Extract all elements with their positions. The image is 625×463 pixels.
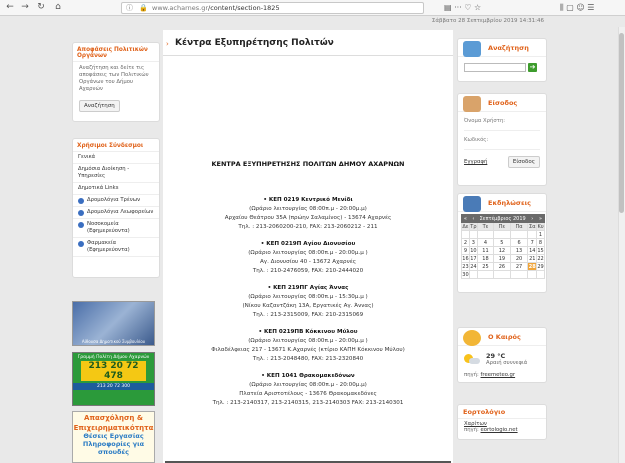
weather-condition: Αραιή συννεφιά	[486, 360, 528, 366]
decisions-desc: Αναζήτηση και δείτε τις αποφάσεις των Πολιτικών Οργάνων του Δήμου Αχαρνών	[79, 65, 149, 92]
password-field[interactable]: Κωδικός:	[464, 137, 489, 143]
weather-title: Ο Καιρός	[488, 333, 521, 341]
page-title: Κέντρα Εξυπηρέτησης Πολιτών	[175, 38, 334, 48]
employment-line4: Πληροφορίες για σπουδές	[82, 440, 145, 456]
citizen-line-title: Γραμμή Πολίτη Δήμου Αχαρνών	[77, 355, 150, 360]
user-icon	[463, 96, 481, 112]
calendar-day[interactable]: 12	[494, 247, 511, 255]
weather-box	[457, 327, 547, 383]
calendar-day[interactable]: 27	[510, 263, 528, 271]
link-label: Δημοτικά Links	[78, 185, 119, 191]
employment-banner[interactable]	[72, 411, 155, 463]
calendar-day[interactable]: 24	[470, 263, 477, 270]
citizen-line-sub: 213 20 72 300	[73, 383, 154, 390]
calendar-day	[494, 231, 511, 239]
nameday-title: Εορτολόγιο	[458, 405, 546, 419]
calendar-day[interactable]: 8	[537, 239, 545, 247]
link-item[interactable]	[73, 183, 159, 195]
calendar-day[interactable]: 5	[494, 239, 511, 247]
login-title: Είσοδος	[488, 99, 518, 107]
useful-links-title: Χρήσιμοι Σύνδεσμοι	[73, 139, 159, 152]
office-address: Αρχαίου Θεάτρου 35Α (πρώην Σαλαμίνος) - 13674 Αχαρνές	[224, 215, 392, 221]
decisions-title: Αποφάσεις Πολιτικών Οργάνων	[73, 43, 159, 62]
calendar-day	[477, 271, 493, 279]
calendar-day	[537, 271, 545, 279]
calendar-day	[528, 231, 537, 239]
link-label: Δημόσια Διοίκηση - Υπηρεσίες	[78, 166, 130, 179]
prev-month-button[interactable]: ‹	[469, 215, 477, 223]
weekday-label: Δε	[462, 223, 469, 230]
calendar-day[interactable]: 7	[528, 239, 537, 247]
date-time: Σάββατο 28 Σεπτεμβρίου 2019 14:31:46	[431, 18, 544, 24]
office-phones: Τηλ. : 213-2140317, 213-2140315, 213-2140303 FAX: 213-2140301	[212, 400, 404, 406]
office-entry	[163, 196, 453, 232]
calendar-day[interactable]: 17	[470, 255, 477, 262]
calendar-day[interactable]: 30	[462, 271, 469, 278]
calendar-day	[528, 271, 537, 279]
office-address: Αγ. Διονυσίου 40 - 13672 Αχαρνές	[259, 259, 357, 265]
calendar-day[interactable]: 11	[477, 247, 493, 255]
events-calendar	[461, 214, 545, 279]
page-actions-icons[interactable]: ▤ ··· ♡ ☆	[444, 3, 482, 12]
link-label: Νοσοκομεία (Εφημερεύοντα)	[87, 221, 130, 234]
title-bullet-icon: ›	[166, 40, 169, 48]
link-label: Δρομολόγια Λεωφορείων	[87, 209, 154, 215]
office-hours: (Ωράριο λειτουργίας 08:00π.μ - 20:00μ.μ )	[248, 250, 368, 256]
url-path: /content/section-1825	[208, 4, 280, 12]
decisions-search-button[interactable]: Αναζήτηση	[79, 100, 120, 112]
search-go-button[interactable]: ➔	[529, 63, 536, 71]
toolbar-icons[interactable]: ⫼ ▢ ☺ ☰	[560, 3, 595, 12]
link-label: Δρομολόγια Τρένων	[87, 197, 141, 203]
link-icon	[78, 198, 84, 204]
link-item[interactable]	[73, 152, 159, 164]
office-phones: Τηλ. : 210-2476059, FAX: 210-2444020	[252, 268, 364, 274]
office-entry	[163, 372, 453, 408]
search-icon	[463, 41, 481, 57]
calendar-day[interactable]: 1	[537, 231, 545, 239]
link-item[interactable]	[73, 219, 159, 238]
nameday-name[interactable]: Χαρίτων	[464, 421, 487, 427]
office-phones: Τηλ. : 213-2060200-210, FAX: 213-2060212 - 211	[238, 224, 378, 230]
link-icon	[78, 210, 84, 216]
office-hours: (Ωράριο λειτουργίας 08:00π.μ - 20:00μ.μ)	[249, 206, 367, 212]
weather-source-label: πηγή:	[464, 372, 479, 378]
citizen-line-banner[interactable]	[72, 352, 155, 406]
main-content	[163, 30, 453, 463]
office-entry	[163, 284, 453, 320]
weekday-label: Πα	[510, 223, 528, 231]
office-name: • ΚΕΠ 0219Π Αγίου Διονυσίου	[260, 241, 356, 247]
office-name: • ΚΕΠ 219ΠΓ Αγίας Άννας	[267, 285, 349, 291]
calendar-day[interactable]: 15	[537, 247, 544, 254]
title-divider	[163, 55, 453, 56]
office-hours: (Ωράριο λειτουργίας 08:00π.μ - 20:00μ.μ)	[249, 382, 367, 388]
link-icon	[78, 222, 84, 228]
calendar-day[interactable]: 28	[528, 263, 536, 270]
site-info-icon[interactable]: ⓘ 🔒	[126, 4, 150, 12]
next-month-button[interactable]: ›	[528, 215, 537, 223]
scrollbar-thumb[interactable]	[619, 33, 624, 213]
calendar-day	[462, 231, 470, 239]
office-name: • ΚΕΠ 0219ΠΒ Κόκκινου Μύλου	[258, 329, 358, 335]
weekday-label: Κυ	[537, 223, 544, 230]
link-icon	[78, 241, 84, 247]
calendar-day	[469, 231, 477, 239]
calendar-day	[510, 271, 528, 279]
office-address: Πλατεία Αριστοτέλους - 13676 Θρακομακεδόνες	[239, 391, 377, 397]
back-icon[interactable]: ←	[6, 2, 14, 12]
calendar-day	[477, 231, 493, 239]
weather-icon	[463, 330, 481, 346]
weekday-label: Τε	[477, 223, 493, 231]
login-box	[457, 93, 547, 186]
nameday-box	[457, 404, 547, 440]
office-address: (Νίκου Καζαντζάκη 13Α, Εργατικές Αγ. Άννας)	[242, 303, 374, 309]
calendar-icon	[463, 196, 481, 212]
reload-icon[interactable]: ↻	[37, 2, 45, 12]
calendar-day	[510, 231, 528, 239]
login-button[interactable]: Είσοδος	[508, 156, 540, 168]
calendar-day	[469, 271, 477, 279]
decisions-box	[72, 42, 160, 122]
calendar-day[interactable]: 20	[510, 255, 528, 263]
citizen-line-number: 213 20 72 478	[81, 361, 146, 381]
office-hours: (Ωράριο λειτουργίας 08:00π.μ - 20:00μ.μ )	[248, 338, 368, 344]
calendar-day[interactable]: 23	[462, 263, 469, 270]
council-banner[interactable]	[72, 301, 155, 346]
council-banner-caption: Αίθουσα Δημοτικού Συμβουλίου	[81, 339, 146, 344]
calendar-day[interactable]: 3	[469, 239, 477, 247]
link-label: Γενικά	[78, 154, 96, 160]
calendar-day[interactable]: 19	[494, 255, 511, 263]
weekday-label: Πε	[494, 223, 511, 231]
calendar-day[interactable]: 29	[537, 263, 544, 270]
office-name: • ΚΕΠ 0219 Κεντρικό Μενίδι	[263, 197, 353, 203]
partly-cloudy-icon	[464, 354, 480, 365]
calendar-day[interactable]: 26	[494, 263, 511, 271]
calendar-day[interactable]: 10	[470, 247, 477, 254]
search-box	[457, 38, 547, 82]
calendar-day[interactable]: 16	[462, 255, 469, 262]
url-host: www.acharnes.gr	[152, 4, 209, 12]
home-icon[interactable]: ⌂	[55, 2, 61, 12]
link-item[interactable]	[73, 207, 159, 219]
search-title: Αναζήτηση	[488, 44, 529, 52]
link-label: Φαρμακεία (Εφημερεύοντα)	[87, 240, 130, 253]
office-entry	[163, 240, 453, 276]
nameday-source-link[interactable]: eortologio.net	[480, 427, 518, 433]
register-link[interactable]: Εγγραφή	[464, 159, 488, 165]
weather-temp: 29 °C	[486, 352, 506, 360]
useful-links-box	[72, 138, 160, 278]
weekday-label: Σα	[529, 223, 536, 230]
calendar-day[interactable]: 2	[462, 239, 470, 247]
calendar-day	[494, 271, 511, 279]
office-name: • ΚΕΠ 1041 Θρακομακεδόνων	[261, 373, 355, 379]
content-heading: ΚΕΝΤΡΑ ΕΞΥΠΗΡΕΤΗΣΗΣ ΠΟΛΙΤΩΝ ΔΗΜΟΥ ΑΧΑΡΝΩΝ	[211, 160, 405, 168]
calendar-day[interactable]: 21	[529, 255, 536, 262]
employment-line3: Θέσεις Εργασίας	[83, 432, 144, 440]
events-box	[457, 193, 547, 293]
search-input[interactable]	[464, 63, 526, 72]
weekday-label: Τρ	[470, 223, 477, 230]
calendar-day[interactable]: 9	[462, 247, 470, 255]
calendar-day[interactable]: 22	[537, 255, 544, 262]
prev-year-button[interactable]: «	[462, 215, 470, 223]
events-title: Εκδηλώσεις	[488, 199, 531, 207]
nameday-source-label: πηγή:	[464, 427, 479, 433]
calendar-day[interactable]: 25	[477, 263, 493, 271]
calendar-month: Σεπτέμβριος 2019	[477, 215, 528, 223]
forward-icon[interactable]: →	[21, 2, 29, 12]
address-bar[interactable]	[121, 2, 424, 14]
link-item[interactable]	[73, 195, 159, 207]
calendar-day[interactable]: 13	[510, 247, 528, 255]
calendar-day[interactable]: 14	[529, 247, 536, 254]
office-hours: (Ωράριο λειτουργίας 08:00π.μ - 15:30μ.μ )	[248, 294, 368, 300]
browser-toolbar	[0, 0, 625, 16]
calendar-day[interactable]: 18	[477, 255, 493, 263]
link-item[interactable]	[73, 164, 159, 183]
calendar-day[interactable]: 6	[510, 239, 528, 247]
office-phones: Τηλ. : 213-2315009, FAX: 210-2315069	[252, 312, 364, 318]
link-item[interactable]	[73, 238, 159, 257]
username-field[interactable]: Όνομα Χρήστη:	[464, 118, 506, 124]
calendar-day[interactable]: 4	[477, 239, 493, 247]
office-phones: Τηλ. : 213-2048480, FAX: 213-2320840	[252, 356, 364, 362]
next-year-button[interactable]: »	[537, 215, 545, 223]
employment-line2: Επιχειρηματικότητα	[73, 424, 154, 432]
employment-line1: Απασχόληση &	[84, 414, 143, 422]
office-entry	[163, 328, 453, 364]
office-address: Φιλαδέλφειας 217 - 13671 Κ.Αχαρνές (κτίριο ΚΑΠΗ Κόκκινου Μύλου)	[211, 347, 405, 353]
weather-source-link[interactable]: freemeteo.gr	[480, 372, 516, 378]
